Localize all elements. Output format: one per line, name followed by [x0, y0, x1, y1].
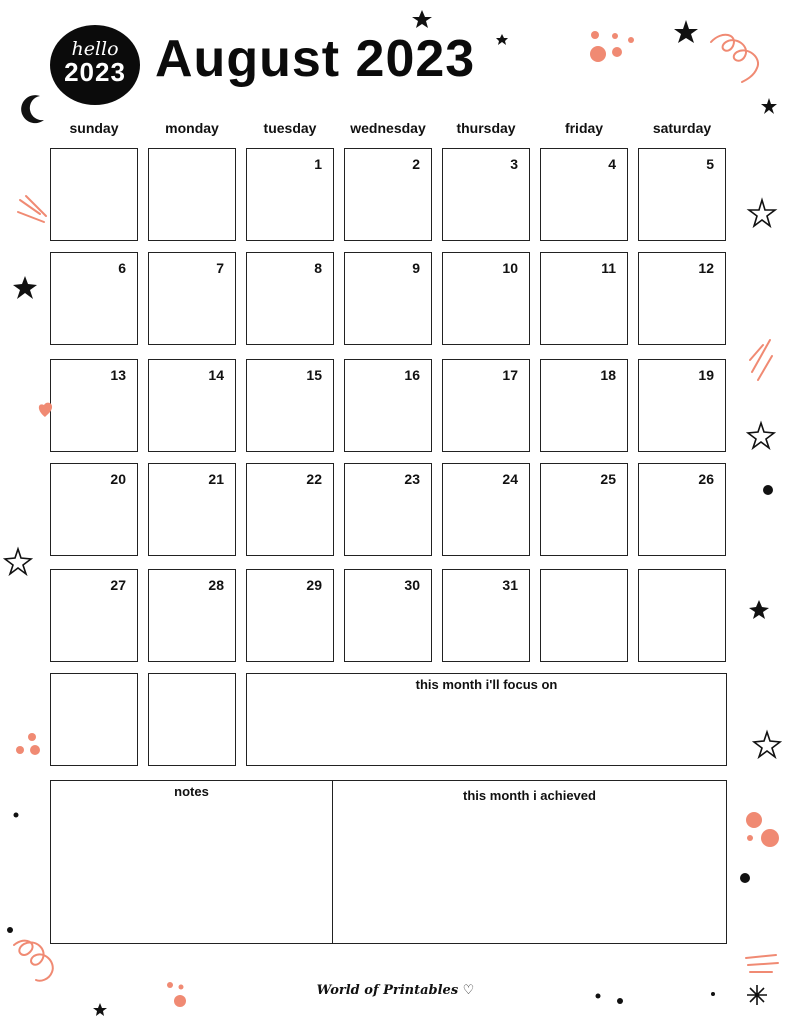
day-number: 24: [502, 471, 518, 487]
star-outline-icon: [748, 423, 774, 448]
day-number: 11: [601, 260, 616, 276]
dot-icon: [7, 927, 13, 933]
day-number: 25: [600, 471, 616, 487]
day-number: 13: [110, 367, 126, 383]
day-number: 19: [698, 367, 714, 383]
day-number: 20: [110, 471, 126, 487]
star-outline-icon: [749, 200, 775, 226]
weekday-wednesday: wednesday: [350, 120, 426, 136]
day-number: 15: [306, 367, 322, 383]
day-number: 30: [404, 577, 420, 593]
day-number: 2: [412, 156, 420, 172]
day-number: 31: [502, 577, 518, 593]
weekday-monday: monday: [165, 120, 219, 136]
weekday-tuesday: tuesday: [263, 120, 317, 136]
day-number: 6: [118, 260, 126, 276]
day-number: 18: [600, 367, 616, 383]
day-number: 27: [110, 577, 126, 593]
dot-icon: [612, 47, 622, 57]
rays-icon: [746, 955, 778, 972]
day-number: 10: [502, 260, 518, 276]
day-number: 9: [412, 260, 420, 276]
day-number: 28: [208, 577, 224, 593]
star-icon: [496, 34, 508, 45]
day-number: 1: [314, 156, 322, 172]
star-icon: [93, 1003, 107, 1016]
notes-label: notes: [174, 784, 209, 799]
star-icon: [412, 10, 432, 28]
dot-icon: [761, 829, 779, 847]
rays-icon: [18, 196, 46, 222]
dot-icon: [590, 46, 606, 62]
page-title: August 2023: [155, 30, 476, 88]
dot-icon: [740, 873, 750, 883]
swirl-icon: [711, 35, 758, 82]
logo-year-text: 2023: [64, 56, 126, 87]
day-number: 16: [404, 367, 420, 383]
dot-icon: [167, 982, 173, 988]
day-number: 8: [314, 260, 322, 276]
dot-icon: [763, 485, 773, 495]
swirl-icon: [14, 941, 53, 981]
day-number: 12: [698, 260, 714, 276]
day-number: 17: [502, 367, 518, 383]
day-number: 5: [706, 156, 714, 172]
dot-icon: [612, 33, 618, 39]
dot-icon: [617, 998, 623, 1004]
heart-icon: [39, 403, 52, 417]
weekday-sunday: sunday: [69, 120, 119, 136]
day-number: 7: [216, 260, 224, 276]
star-icon: [761, 98, 777, 114]
dot-icon: [747, 835, 753, 841]
sparkle-icon: [747, 985, 767, 1005]
moon-icon: [21, 95, 44, 123]
weekday-friday: friday: [564, 120, 604, 136]
dot-icon: [14, 813, 19, 818]
rays-icon: [750, 340, 772, 380]
weekday-saturday: saturday: [652, 120, 712, 136]
day-number: 3: [510, 156, 518, 172]
day-number: 4: [608, 156, 616, 172]
dot-icon: [591, 31, 599, 39]
achieved-label: this month i achieved: [463, 788, 596, 803]
star-outline-icon: [754, 732, 780, 757]
dot-icon: [179, 985, 184, 990]
star-icon: [674, 20, 698, 43]
dot-icon: [628, 37, 634, 43]
dot-icon: [711, 992, 715, 996]
star-icon: [749, 600, 769, 619]
dot-icon: [746, 812, 762, 828]
dot-icon: [16, 746, 24, 754]
day-number: 29: [306, 577, 322, 593]
star-icon: [13, 276, 37, 299]
dot-icon: [28, 733, 36, 741]
logo-hello-text: hello: [71, 37, 119, 60]
heart-outline-icon: ♡: [462, 983, 475, 998]
day-number: 22: [306, 471, 322, 487]
focus-label: this month i'll focus on: [415, 677, 558, 692]
day-number: 14: [208, 367, 224, 383]
day-number: 21: [208, 471, 224, 487]
star-outline-icon: [5, 549, 31, 574]
weekday-thursday: thursday: [456, 120, 516, 136]
dot-icon: [596, 994, 601, 999]
footer-text: World of Printables: [316, 983, 459, 998]
day-number: 26: [698, 471, 714, 487]
dot-icon: [30, 745, 40, 755]
dot-icon: [174, 995, 186, 1007]
day-number: 23: [404, 471, 420, 487]
